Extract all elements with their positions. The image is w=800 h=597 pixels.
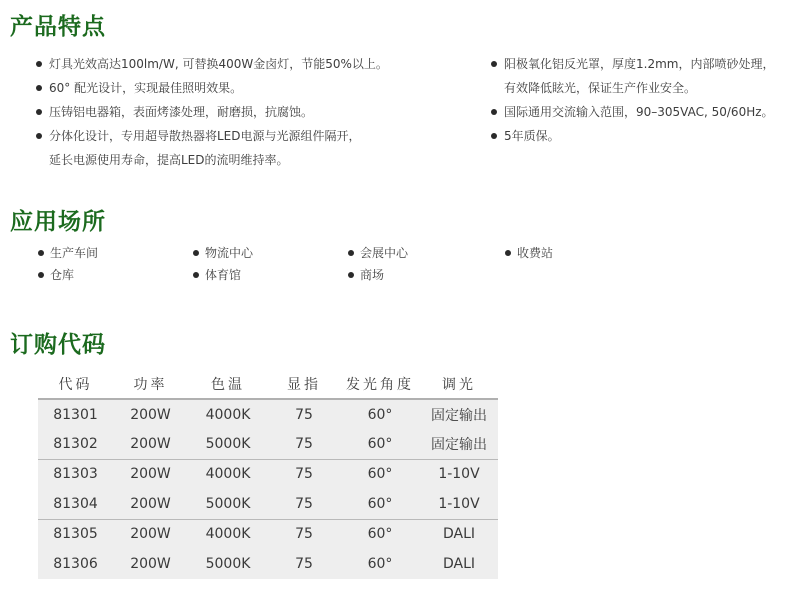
application-item: 物流中心 (190, 242, 253, 264)
cell-code: 81303 (38, 459, 113, 489)
cell-code: 81302 (38, 429, 113, 459)
cell-cri: 75 (268, 459, 340, 489)
applications-column (190, 242, 253, 286)
features-title: 产品特点 (10, 14, 106, 40)
cell-power: 200W (113, 459, 188, 489)
cell-beam-angle: 60° (340, 429, 420, 459)
cell-dimming: 固定输出 (420, 429, 498, 459)
feature-text-continued: 有效降低眩光，保证生产作业安全。 (504, 81, 697, 95)
cell-power: 200W (113, 519, 188, 549)
cell-dimming: DALI (420, 549, 498, 579)
cell-cri: 75 (268, 429, 340, 459)
applications-column (345, 242, 408, 286)
table-row (38, 519, 498, 549)
features-list-right (488, 52, 774, 148)
feature-text: 分体化设计，专用超导散热器将LED电源与光源组件隔开， (49, 129, 361, 143)
application-item: 体育馆 (190, 264, 253, 286)
feature-text: 压铸铝电器箱，表面烤漆处理，耐磨损，抗腐蚀。 (49, 105, 314, 119)
cell-cct: 5000K (188, 549, 268, 579)
feature-item (488, 124, 774, 148)
ordering-title: 订购代码 (10, 332, 106, 358)
cell-cct: 5000K (188, 489, 268, 519)
cell-code: 81301 (38, 399, 113, 429)
feature-text: 5年质保。 (504, 129, 560, 143)
cell-cri: 75 (268, 489, 340, 519)
cell-beam-angle: 60° (340, 489, 420, 519)
cell-power: 200W (113, 549, 188, 579)
cell-beam-angle: 60° (340, 519, 420, 549)
cell-cct: 4000K (188, 459, 268, 489)
header-dimming: 调光 (420, 370, 498, 399)
table-row (38, 549, 498, 579)
feature-text-continued: 延长电源使用寿命，提高LED的流明维持率。 (49, 153, 289, 167)
cell-power: 200W (113, 489, 188, 519)
applications-column (502, 242, 553, 264)
features-list-left (33, 52, 388, 172)
applications-title: 应用场所 (10, 209, 106, 235)
application-item: 会展中心 (345, 242, 408, 264)
feature-text: 阳极氧化铝反光罩，厚度1.2mm，内部喷砂处理， (504, 57, 775, 71)
header-cct: 色温 (188, 370, 268, 399)
cell-dimming: 1-10V (420, 459, 498, 489)
cell-code: 81304 (38, 489, 113, 519)
application-item: 仓库 (35, 264, 98, 286)
cell-cct: 5000K (188, 429, 268, 459)
feature-item (33, 100, 388, 124)
feature-item (33, 76, 388, 100)
table-row (38, 489, 498, 519)
application-item: 商场 (345, 264, 408, 286)
cell-code: 81306 (38, 549, 113, 579)
feature-item (488, 52, 774, 100)
cell-dimming: 1-10V (420, 489, 498, 519)
cell-cri: 75 (268, 519, 340, 549)
cell-beam-angle: 60° (340, 459, 420, 489)
application-item: 收费站 (502, 242, 553, 264)
feature-item (488, 100, 774, 124)
header-code: 代码 (38, 370, 113, 399)
feature-item (33, 124, 388, 172)
table-row (38, 399, 498, 429)
cell-code: 81305 (38, 519, 113, 549)
cell-cct: 4000K (188, 399, 268, 429)
feature-text: 国际通用交流输入范围，90–305VAC, 50/60Hz。 (504, 105, 774, 119)
table-row (38, 459, 498, 489)
feature-text: 60° 配光设计，实现最佳照明效果。 (49, 81, 243, 95)
header-cri: 显指 (268, 370, 340, 399)
table-row (38, 429, 498, 459)
cell-cct: 4000K (188, 519, 268, 549)
table-header-row (38, 370, 498, 399)
cell-power: 200W (113, 399, 188, 429)
header-power: 功率 (113, 370, 188, 399)
application-item: 生产车间 (35, 242, 98, 264)
header-beam-angle: 发光角度 (340, 370, 420, 399)
cell-cri: 75 (268, 399, 340, 429)
cell-beam-angle: 60° (340, 549, 420, 579)
cell-dimming: 固定输出 (420, 399, 498, 429)
cell-beam-angle: 60° (340, 399, 420, 429)
cell-dimming: DALI (420, 519, 498, 549)
cell-cri: 75 (268, 549, 340, 579)
feature-text: 灯具光效高达100lm/W, 可替换400W金卤灯，节能50%以上。 (49, 57, 388, 71)
cell-power: 200W (113, 429, 188, 459)
ordering-table (38, 370, 498, 579)
feature-item (33, 52, 388, 76)
applications-column (35, 242, 98, 286)
